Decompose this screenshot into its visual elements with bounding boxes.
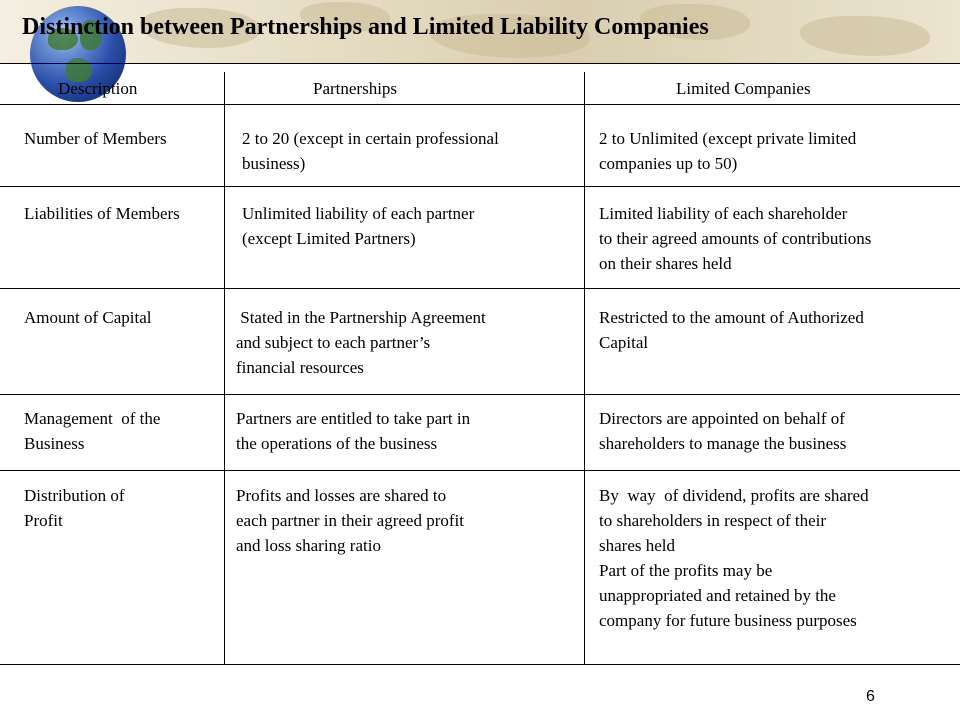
table-row-description: Number of Members [24, 129, 167, 148]
slide-title: Distinction between Partnerships and Limited Liability Companies [22, 14, 709, 40]
table-bottom-border [0, 664, 960, 665]
title-divider [0, 63, 960, 64]
table-row-partnerships: 2 to 20 (except in certain professional business) [242, 129, 499, 173]
table-row-partnerships: Partners are entitled to take part in the operations of the business [236, 409, 471, 453]
table-row-partnerships: Stated in the Partnership Agreement and subject to each partner’s financial resources [236, 308, 486, 377]
table-row-limited: Limited liability of each shareholder to their agreed amounts of contributions on their shares held [599, 204, 872, 273]
map-continent-shape [800, 16, 930, 56]
table-row-description: Management of the Business [24, 409, 161, 453]
page-number: 6 [866, 688, 875, 705]
column-header-limited-companies: Limited Companies [676, 79, 811, 98]
table-row-limited: 2 to Unlimited (except private limited companies up to 50) [599, 129, 857, 173]
table-row-divider [0, 186, 960, 187]
table-row-divider [0, 288, 960, 289]
table-row-description: Distribution of Profit [24, 486, 125, 530]
table-row-limited: Restricted to the amount of Authorized Capital [599, 308, 864, 352]
table-row-partnerships: Unlimited liability of each partner (except Limited Partners) [242, 204, 475, 248]
table-row-divider [0, 470, 960, 471]
table-row-description: Liabilities of Members [24, 204, 180, 223]
table-row-divider [0, 394, 960, 395]
table-row-description: Amount of Capital [24, 308, 152, 327]
column-divider [584, 72, 585, 664]
table-row-partnerships: Profits and losses are shared to each partner in their agreed profit and loss sharing ratio [236, 486, 464, 555]
table-row-divider [0, 104, 960, 105]
table-row-limited: Directors are appointed on behalf of shareholders to manage the business [599, 409, 847, 453]
column-header-partnerships: Partnerships [313, 79, 398, 98]
table-row-limited: By way of dividend, profits are shared to shareholders in respect of their shares held Part of the profits may be unappropriated and retained by the company for future business purposes [599, 486, 869, 630]
column-header-description: Description [58, 79, 138, 98]
column-divider [224, 72, 225, 664]
